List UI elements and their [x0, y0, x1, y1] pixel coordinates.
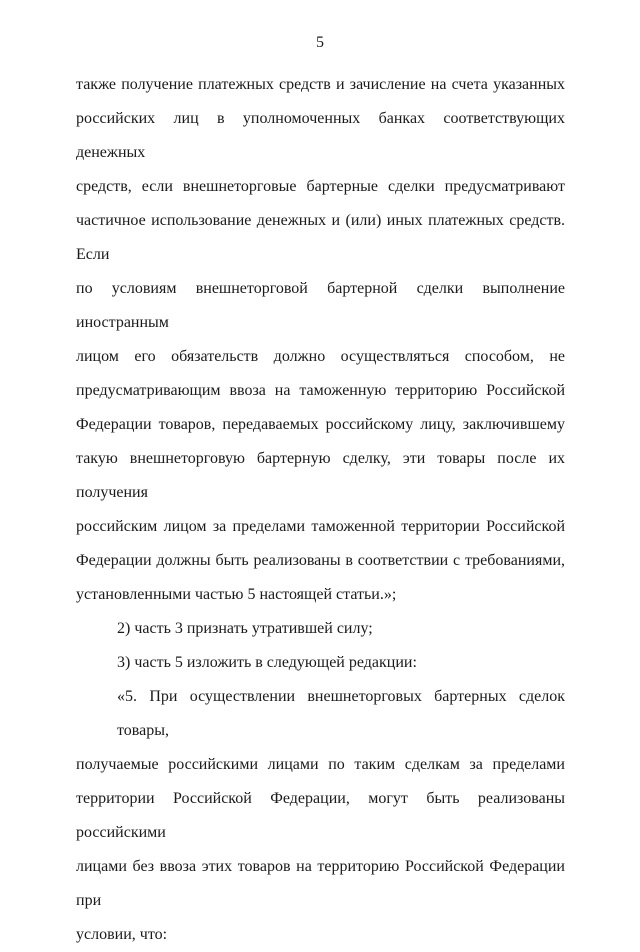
paragraph-item-3: [76, 646, 565, 680]
text-line: лицом его обязательств должно осуществляться способом, не: [76, 348, 565, 365]
paragraph-item-2: [76, 612, 565, 646]
text-line: средств, если внешнеторговые бартерные сделки предусматривают: [76, 178, 565, 195]
text-line: такую внешнеторговую бартерную сделку, эти товары после их получения: [76, 450, 565, 501]
text-line: предусматривающим ввоза на таможенную территорию Российской: [76, 382, 565, 399]
text-line: российских лиц в уполномоченных банках соответствующих денежных: [76, 110, 565, 161]
text-line: Федерации товаров, передаваемых российскому лицу, заключившему: [76, 416, 565, 433]
text-line: частичное использование денежных и (или) иных платежных средств. Если: [76, 212, 565, 263]
text-line: также получение платежных средств и зачисление на счета указанных: [76, 76, 565, 93]
text-line: территории Российской Федерации, могут быть реализованы российскими: [76, 790, 565, 841]
text-line: по условиям внешнеторговой бартерной сделки выполнение иностранным: [76, 280, 565, 331]
paragraph-part-5: [76, 680, 565, 952]
text-line: получаемые российскими лицами по таким сделкам за пределами: [76, 756, 565, 773]
text-line: установленными частью 5 настоящей статьи.»;: [76, 586, 397, 603]
text-line: 2) часть 3 признать утратившей силу;: [117, 620, 373, 637]
page-number: 5: [316, 34, 324, 51]
document-body: [76, 68, 565, 952]
text-line: лицами без ввоза этих товаров на территорию Российской Федерации при: [76, 858, 565, 909]
text-line: условии, что:: [76, 926, 168, 943]
paragraph-continuation: [76, 68, 565, 612]
text-line: российским лицом за пределами таможенной территории Российской: [76, 518, 565, 535]
text-line: Федерации должны быть реализованы в соответствии с требованиями,: [76, 552, 565, 569]
text-line: 3) часть 5 изложить в следующей редакции:: [117, 654, 417, 671]
text-line: «5. При осуществлении внешнеторговых бартерных сделок товары,: [117, 688, 565, 739]
